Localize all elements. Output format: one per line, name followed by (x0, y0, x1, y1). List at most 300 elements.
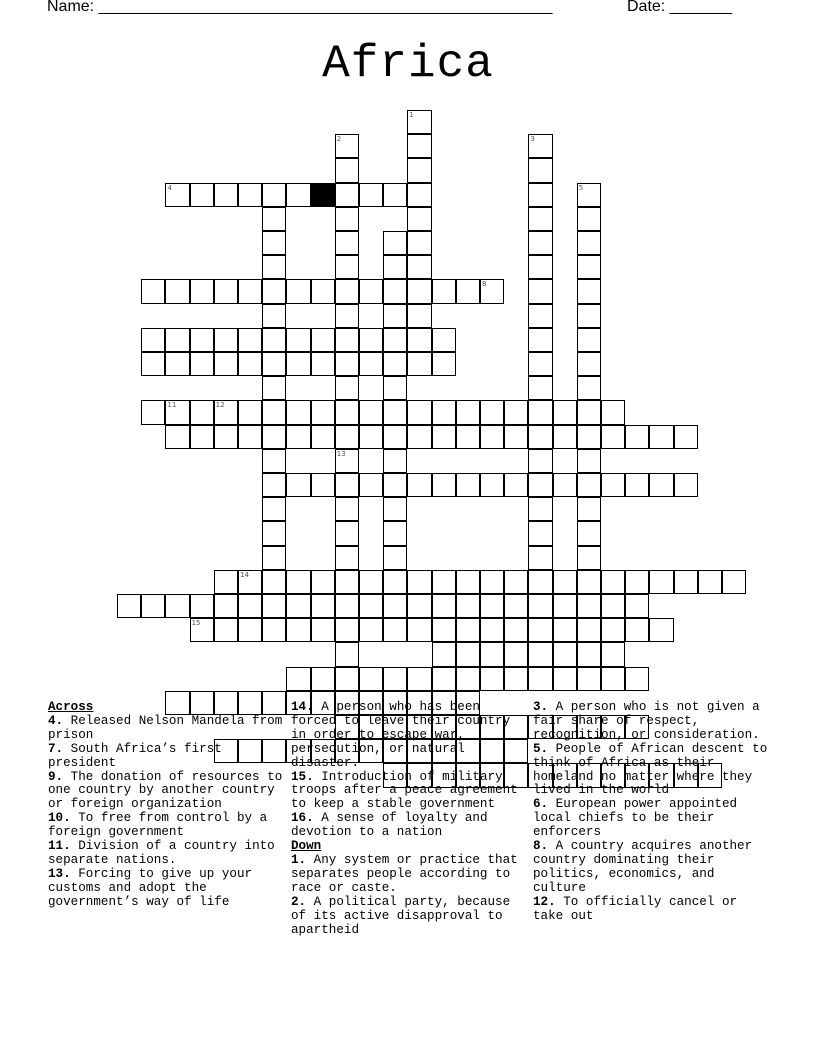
grid-cell[interactable] (456, 425, 480, 449)
clue-item (533, 743, 773, 799)
grid-cell[interactable] (601, 642, 625, 666)
grid-cell[interactable] (577, 279, 601, 303)
clue-number-label: 9. (48, 769, 64, 784)
grid-cell[interactable] (407, 328, 431, 352)
grid-cell[interactable] (117, 594, 141, 618)
clue-item (48, 840, 288, 868)
grid-cell[interactable] (577, 449, 601, 473)
grid-cell[interactable] (286, 618, 310, 642)
grid-cell[interactable] (286, 570, 310, 594)
grid-cell[interactable] (625, 667, 649, 691)
grid-cell[interactable] (528, 449, 552, 473)
grid-cell[interactable] (383, 400, 407, 424)
grid-cell[interactable] (335, 642, 359, 666)
grid-cell[interactable] (577, 425, 601, 449)
grid-cell[interactable] (407, 304, 431, 328)
grid-cell[interactable] (238, 400, 262, 424)
clues-column-2 (291, 701, 531, 937)
grid-cell[interactable] (625, 570, 649, 594)
clue-number: 12 (215, 401, 225, 410)
grid-cell[interactable] (190, 594, 214, 618)
grid-cell[interactable] (407, 183, 431, 207)
grid-cell[interactable] (335, 134, 359, 158)
grid-cell[interactable] (262, 618, 286, 642)
grid-cell[interactable] (577, 594, 601, 618)
grid-cell[interactable] (577, 328, 601, 352)
grid-cell[interactable] (432, 618, 456, 642)
grid-cell[interactable] (141, 279, 165, 303)
clue-item (533, 896, 773, 924)
clue-number: 3 (530, 135, 535, 144)
grid-cell[interactable] (190, 352, 214, 376)
grid-cell[interactable] (649, 618, 673, 642)
grid-cell[interactable] (335, 618, 359, 642)
grid-cell[interactable] (456, 400, 480, 424)
grid-cell[interactable] (577, 231, 601, 255)
grid-cell[interactable] (359, 618, 383, 642)
grid-cell[interactable] (286, 328, 310, 352)
clue-text: To officially cancel or take out (533, 894, 738, 923)
grid-cell[interactable] (528, 546, 552, 570)
grid-cell[interactable] (553, 473, 577, 497)
grid-cell[interactable] (335, 183, 359, 207)
grid-cell[interactable] (577, 352, 601, 376)
down-clue-list-continued (533, 701, 773, 924)
grid-cell[interactable] (165, 279, 189, 303)
grid-cell[interactable] (407, 667, 431, 691)
grid-cell[interactable] (238, 570, 262, 594)
grid-cell[interactable] (383, 304, 407, 328)
grid-cell[interactable] (553, 570, 577, 594)
grid-cell[interactable] (577, 376, 601, 400)
grid-cell[interactable] (262, 304, 286, 328)
grid-cell[interactable] (601, 594, 625, 618)
clue-item (291, 771, 531, 813)
grid-cell[interactable] (456, 473, 480, 497)
grid-cell[interactable] (625, 425, 649, 449)
grid-cell[interactable] (577, 304, 601, 328)
grid-cell[interactable] (528, 183, 552, 207)
grid-cell[interactable] (359, 473, 383, 497)
grid-cell[interactable] (528, 231, 552, 255)
clue-text: A person who is not given a fair share of respect, recognition, or consideration. (533, 700, 760, 742)
grid-cell[interactable] (480, 279, 504, 303)
grid-cell[interactable] (528, 400, 552, 424)
grid-cell[interactable] (383, 667, 407, 691)
grid-cell[interactable] (649, 570, 673, 594)
grid-cell[interactable] (553, 594, 577, 618)
grid-cell[interactable] (214, 618, 238, 642)
grid-cell[interactable] (335, 255, 359, 279)
clue-number-label: 1. (291, 852, 307, 867)
grid-cell[interactable] (553, 642, 577, 666)
grid-cell[interactable] (286, 400, 310, 424)
grid-cell[interactable] (262, 183, 286, 207)
grid-cell[interactable] (359, 594, 383, 618)
grid-cell[interactable] (238, 183, 262, 207)
grid-cell[interactable] (335, 304, 359, 328)
grid-cell[interactable] (432, 570, 456, 594)
grid-cell[interactable] (601, 400, 625, 424)
grid-cell[interactable] (335, 352, 359, 376)
grid-cell[interactable] (528, 425, 552, 449)
clue-item (48, 771, 288, 813)
grid-cell[interactable] (432, 667, 456, 691)
grid-cell[interactable] (335, 400, 359, 424)
grid-cell[interactable] (286, 352, 310, 376)
grid-cell[interactable] (577, 497, 601, 521)
grid-cell[interactable] (577, 667, 601, 691)
grid-cell[interactable] (238, 425, 262, 449)
grid-cell[interactable] (311, 328, 335, 352)
grid-cell[interactable] (214, 425, 238, 449)
grid-cell[interactable] (480, 618, 504, 642)
grid-cell[interactable] (601, 425, 625, 449)
grid-cell[interactable] (383, 521, 407, 545)
grid-cell[interactable] (311, 352, 335, 376)
clue-text: To free from control by a foreign government (48, 811, 268, 840)
grid-cell[interactable] (311, 425, 335, 449)
grid-cell[interactable] (432, 594, 456, 618)
grid-cell[interactable] (141, 400, 165, 424)
grid-cell[interactable] (238, 594, 262, 618)
grid-cell[interactable] (528, 667, 552, 691)
grid-cell[interactable] (383, 618, 407, 642)
grid-cell[interactable] (311, 594, 335, 618)
grid-cell[interactable] (165, 183, 189, 207)
grid-cell[interactable] (432, 279, 456, 303)
grid-cell[interactable] (262, 279, 286, 303)
grid-cell[interactable] (335, 594, 359, 618)
grid-cell[interactable] (528, 328, 552, 352)
grid-cell[interactable] (674, 473, 698, 497)
grid-cell[interactable] (528, 376, 552, 400)
grid-cell[interactable] (359, 570, 383, 594)
grid-cell[interactable] (165, 400, 189, 424)
clue-number-label: 16. (291, 811, 314, 826)
grid-cell[interactable] (577, 473, 601, 497)
grid-cell[interactable] (407, 231, 431, 255)
grid-cell[interactable] (190, 618, 214, 642)
clue-item (533, 798, 773, 840)
grid-cell[interactable] (383, 279, 407, 303)
grid-cell[interactable] (335, 328, 359, 352)
grid-cell[interactable] (141, 352, 165, 376)
clue-number-label: 5. (533, 741, 549, 756)
grid-cell[interactable] (383, 376, 407, 400)
grid-cell[interactable] (528, 570, 552, 594)
grid-cell[interactable] (407, 594, 431, 618)
grid-cell[interactable] (432, 642, 456, 666)
grid-cell[interactable] (504, 473, 528, 497)
grid-cell[interactable] (238, 328, 262, 352)
grid-cell[interactable] (238, 352, 262, 376)
grid-cell[interactable] (262, 376, 286, 400)
grid-cell[interactable] (383, 449, 407, 473)
grid-cell[interactable] (456, 667, 480, 691)
grid-cell[interactable] (528, 255, 552, 279)
grid-cell[interactable] (528, 304, 552, 328)
grid-cell[interactable] (383, 328, 407, 352)
grid-cell[interactable] (214, 183, 238, 207)
down-heading: Down (291, 839, 322, 854)
grid-cell[interactable] (432, 400, 456, 424)
grid-cell[interactable] (359, 425, 383, 449)
grid-cell[interactable] (528, 134, 552, 158)
grid-cell[interactable] (625, 594, 649, 618)
grid-cell[interactable] (286, 473, 310, 497)
grid-cell[interactable] (528, 642, 552, 666)
grid-cell[interactable] (214, 328, 238, 352)
grid-cell[interactable] (456, 618, 480, 642)
grid-cell[interactable] (407, 618, 431, 642)
grid-cell[interactable] (456, 279, 480, 303)
grid-cell[interactable] (190, 328, 214, 352)
grid-cell[interactable] (722, 570, 746, 594)
grid-cell[interactable] (528, 158, 552, 182)
grid-cell[interactable] (311, 618, 335, 642)
grid-cell[interactable] (528, 207, 552, 231)
grid-cell[interactable] (262, 594, 286, 618)
grid-cell[interactable] (262, 521, 286, 545)
grid-cell[interactable] (335, 449, 359, 473)
grid-cell[interactable] (359, 352, 383, 376)
grid-cell[interactable] (262, 449, 286, 473)
grid-cell[interactable] (311, 570, 335, 594)
grid-cell[interactable] (214, 570, 238, 594)
grid-cell[interactable] (432, 328, 456, 352)
clue-text: A person who has been forced to leave their country in order to escape war, persecution, or natural disaster. (291, 700, 511, 770)
grid-cell[interactable] (262, 231, 286, 255)
clue-text: Forcing to give up your customs and adopt the government’s way of life (48, 866, 253, 909)
grid-cell[interactable] (238, 279, 262, 303)
grid-cell[interactable] (407, 207, 431, 231)
grid-cell[interactable] (553, 667, 577, 691)
grid-cell[interactable] (625, 473, 649, 497)
grid-cell[interactable] (286, 183, 310, 207)
grid-cell[interactable] (674, 425, 698, 449)
grid-cell[interactable] (311, 279, 335, 303)
grid-cell[interactable] (480, 642, 504, 666)
clues-column-1 (48, 701, 288, 910)
grid-cell[interactable] (359, 400, 383, 424)
grid-cell[interactable] (601, 618, 625, 642)
grid-cell[interactable] (553, 425, 577, 449)
grid-cell[interactable] (432, 425, 456, 449)
clue-number: 8 (482, 280, 487, 289)
grid-cell[interactable] (407, 279, 431, 303)
grid-cell[interactable] (335, 279, 359, 303)
grid-cell[interactable] (262, 425, 286, 449)
clue-text: European power appointed local chiefs to be their enforcers (533, 797, 738, 840)
grid-cell[interactable] (262, 570, 286, 594)
grid-cell[interactable] (528, 279, 552, 303)
grid-cell[interactable] (262, 328, 286, 352)
grid-cell[interactable] (286, 425, 310, 449)
grid-cell[interactable] (165, 328, 189, 352)
clue-number-label: 2. (291, 894, 307, 909)
clue-item (291, 896, 531, 938)
grid-cell[interactable] (577, 400, 601, 424)
clue-text: A political party, because of its active disapproval to apartheid (291, 894, 511, 937)
grid-cell[interactable] (383, 183, 407, 207)
clue-number: 11 (167, 401, 177, 410)
grid-cell[interactable] (553, 618, 577, 642)
grid-cell[interactable] (528, 618, 552, 642)
grid-cell[interactable] (214, 400, 238, 424)
grid-cell[interactable] (262, 207, 286, 231)
grid-cell[interactable] (601, 667, 625, 691)
grid-cell[interactable] (528, 497, 552, 521)
grid-cell[interactable] (311, 667, 335, 691)
grid-cell[interactable] (504, 400, 528, 424)
grid-cell[interactable] (383, 425, 407, 449)
grid-cell[interactable] (553, 400, 577, 424)
grid-cell[interactable] (335, 546, 359, 570)
grid-cell[interactable] (528, 594, 552, 618)
grid-cell[interactable] (141, 328, 165, 352)
clue-item (533, 701, 773, 743)
grid-cell[interactable] (577, 546, 601, 570)
grid-cell[interactable] (383, 594, 407, 618)
grid-cell[interactable] (480, 400, 504, 424)
grid-cell[interactable] (335, 231, 359, 255)
grid-cell[interactable] (335, 158, 359, 182)
grid-cell[interactable] (577, 570, 601, 594)
grid-cell[interactable] (359, 328, 383, 352)
clue-number-label: 12. (533, 894, 556, 909)
across-heading: Across (48, 700, 94, 714)
grid-cell[interactable] (262, 400, 286, 424)
clue-item (533, 840, 773, 896)
grid-cell[interactable] (190, 279, 214, 303)
grid-cell[interactable] (504, 594, 528, 618)
grid-cell[interactable] (359, 183, 383, 207)
grid-cell[interactable] (456, 594, 480, 618)
grid-cell[interactable] (238, 618, 262, 642)
grid-cell[interactable] (577, 618, 601, 642)
grid-cell[interactable] (528, 521, 552, 545)
grid-cell[interactable] (456, 570, 480, 594)
grid-cell[interactable] (359, 279, 383, 303)
grid-cell[interactable] (383, 352, 407, 376)
grid-cell[interactable] (214, 279, 238, 303)
grid-cell[interactable] (383, 497, 407, 521)
grid-cell[interactable] (335, 207, 359, 231)
grid-cell[interactable] (262, 546, 286, 570)
grid-cell[interactable] (311, 473, 335, 497)
grid-cell[interactable] (625, 618, 649, 642)
grid-cell[interactable] (335, 521, 359, 545)
grid-cell[interactable] (456, 642, 480, 666)
grid-cell[interactable] (601, 570, 625, 594)
grid-cell[interactable] (335, 425, 359, 449)
grid-cell[interactable] (262, 255, 286, 279)
grid-cell[interactable] (262, 497, 286, 521)
grid-cell[interactable] (480, 667, 504, 691)
grid-cell[interactable] (190, 183, 214, 207)
grid-cell[interactable] (214, 352, 238, 376)
grid-cell[interactable] (407, 255, 431, 279)
clues-column-3 (533, 701, 773, 924)
grid-cell[interactable] (480, 473, 504, 497)
grid-cell[interactable] (190, 425, 214, 449)
grid-cell[interactable] (674, 570, 698, 594)
grid-cell[interactable] (165, 352, 189, 376)
grid-cell[interactable] (335, 570, 359, 594)
grid-cell[interactable] (480, 425, 504, 449)
grid-cell[interactable] (335, 473, 359, 497)
grid-cell[interactable] (407, 425, 431, 449)
grid-cell[interactable] (359, 667, 383, 691)
grid-cell[interactable] (504, 425, 528, 449)
grid-cell[interactable] (383, 473, 407, 497)
grid-cell[interactable] (383, 255, 407, 279)
across-clue-list-continued (291, 701, 531, 840)
grid-cell[interactable] (649, 473, 673, 497)
grid-cell[interactable] (286, 667, 310, 691)
grid-cell[interactable] (504, 570, 528, 594)
grid-cell[interactable] (480, 594, 504, 618)
grid-cell[interactable] (577, 183, 601, 207)
grid-cell[interactable] (577, 207, 601, 231)
page-title: Africa (322, 38, 494, 90)
grid-cell[interactable] (165, 425, 189, 449)
grid-cell[interactable] (528, 473, 552, 497)
grid-cell[interactable] (165, 594, 189, 618)
grid-cell[interactable] (480, 570, 504, 594)
grid-cell[interactable] (214, 594, 238, 618)
grid-cell[interactable] (335, 667, 359, 691)
clue-number-label: 4. (48, 713, 64, 728)
grid-cell[interactable] (407, 400, 431, 424)
grid-cell[interactable] (407, 134, 431, 158)
grid-cell[interactable] (577, 255, 601, 279)
grid-cell[interactable] (407, 352, 431, 376)
grid-cell[interactable] (432, 352, 456, 376)
grid-cell[interactable] (286, 594, 310, 618)
grid-cell[interactable] (577, 521, 601, 545)
grid-cell[interactable] (335, 376, 359, 400)
grid-cell[interactable] (383, 570, 407, 594)
clue-item (291, 854, 531, 896)
grid-cell[interactable] (504, 667, 528, 691)
grid-cell[interactable] (190, 400, 214, 424)
grid-cell[interactable] (383, 546, 407, 570)
grid-cell[interactable] (286, 279, 310, 303)
grid-cell[interactable] (577, 642, 601, 666)
grid-cell[interactable] (311, 400, 335, 424)
grid-cell[interactable] (407, 158, 431, 182)
grid-cell[interactable] (262, 352, 286, 376)
clue-number: 5 (578, 183, 584, 192)
grid-cell[interactable] (504, 618, 528, 642)
grid-cell[interactable] (407, 570, 431, 594)
grid-cell[interactable] (335, 497, 359, 521)
grid-cell[interactable] (262, 473, 286, 497)
grid-cell[interactable] (407, 473, 431, 497)
grid-cell[interactable] (141, 594, 165, 618)
grid-cell[interactable] (432, 473, 456, 497)
grid-cell[interactable] (383, 231, 407, 255)
grid-cell[interactable] (528, 352, 552, 376)
grid-cell[interactable] (407, 110, 431, 134)
grid-cell[interactable] (504, 642, 528, 666)
clue-number-label: 3. (533, 700, 549, 714)
grid-cell[interactable] (601, 473, 625, 497)
grid-cell[interactable] (698, 570, 722, 594)
grid-cell[interactable] (649, 425, 673, 449)
